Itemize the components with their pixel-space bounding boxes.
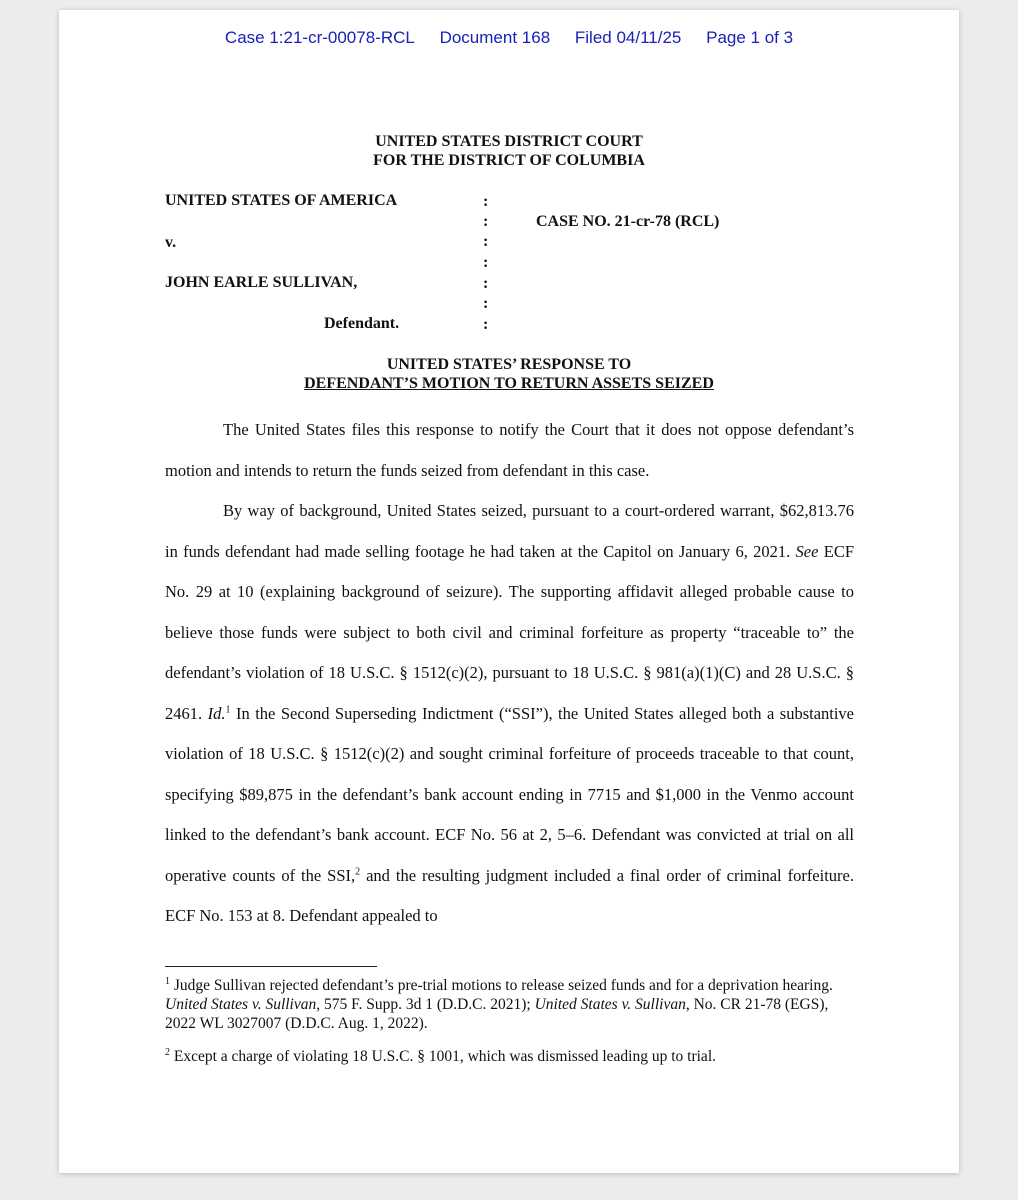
footnote-divider xyxy=(165,966,377,967)
citation-id: Id. xyxy=(207,703,226,723)
caption-defendant-role: Defendant. xyxy=(324,315,400,332)
caption-plaintiff: UNITED STATES OF AMERICA xyxy=(165,192,398,209)
caption-separator: : xyxy=(483,295,489,312)
footnote-text: , No. CR 21-78 (EGS), 2022 WL 3027007 (D.D.C. Aug. 1, 2022). xyxy=(165,996,829,1032)
court-line-2: FOR THE DISTRICT OF COLUMBIA xyxy=(373,152,645,169)
caption-separator: : xyxy=(483,233,489,250)
header-case-number: Case 1:21-cr-00078-RCL xyxy=(224,28,415,47)
caption-versus: v. xyxy=(165,234,177,251)
footnote-text: , 575 F. Supp. 3d 1 (D.D.C. 2021); xyxy=(316,996,535,1013)
caption-case-number: CASE NO. 21-cr-78 (RCL) xyxy=(536,213,720,230)
body-paragraph-2 xyxy=(165,491,854,937)
caption-separator: : xyxy=(483,213,489,230)
document-page xyxy=(59,10,959,1173)
court-name xyxy=(59,132,959,170)
document-title xyxy=(59,355,959,393)
document-body xyxy=(165,410,854,937)
footnote-text: Except a charge of violating 18 U.S.C. § 1001, which was dismissed leading up to trial. xyxy=(170,1048,716,1065)
footnote-number: 1 xyxy=(165,975,170,987)
case-citation: United States v. Sullivan xyxy=(534,996,686,1013)
ecf-header xyxy=(59,28,959,48)
footnote-ref-1: 1 xyxy=(225,704,231,715)
caption-separator: : xyxy=(483,316,489,333)
footnote-2 xyxy=(165,1047,854,1066)
body-text: By way of background, United States seized, pursuant to a court-ordered warrant, $62,813.76 in funds defendant had made selling footage he had taken at the Capitol on January 6, 2021. xyxy=(165,501,854,561)
caption-separator: : xyxy=(483,254,489,271)
caption-separator: : xyxy=(483,193,489,210)
footnote-ref-2: 2 xyxy=(355,866,361,877)
body-text: In the Second Superseding Indictment (“SSI”), the United States alleged both a substantive violation of 18 U.S.C. § 1512(c)(2) and sought criminal forfeiture of proceeds traceable to that count, specifying $89,875 in the defendant’s bank account ending in 7715 and $1,000 in the Venmo account linked to the defendant’s bank account. ECF No. 56 at 2, 5–6. Defendant was convicted at trial on all operative counts of the SSI, xyxy=(165,703,855,885)
court-line-1: UNITED STATES DISTRICT COURT xyxy=(375,133,643,150)
citation-signal-see: See xyxy=(795,541,819,561)
footnote-text: Judge Sullivan rejected defendant’s pre-trial motions to release seized funds and for a deprivation hearing. xyxy=(170,977,833,994)
title-line-2: DEFENDANT’S MOTION TO RETURN ASSETS SEIZED xyxy=(304,375,714,392)
body-text: ECF No. 29 at 10 (explaining background of seizure). The supporting affidavit alleged probable cause to believe those funds were subject to both civil and criminal forfeiture as property “traceable to” the defendant’s violation of 18 U.S.C. § 1512(c)(2), pursuant to 18 U.S.C. § 981(a)(1)(C) and 28 U.S.C. § 2461. xyxy=(165,541,855,723)
header-document-number: Document 168 xyxy=(439,28,551,47)
caption-defendant: JOHN EARLE SULLIVAN, xyxy=(165,274,358,291)
footnote-number: 2 xyxy=(165,1046,170,1058)
title-line-1: UNITED STATES’ RESPONSE TO xyxy=(386,356,632,373)
footnote-1 xyxy=(165,976,854,1033)
header-page-count: Page 1 of 3 xyxy=(706,28,794,47)
case-citation: United States v. Sullivan xyxy=(165,996,317,1013)
body-paragraph-1: The United States files this response to notify the Court that it does not oppose defendant’s motion and intends to return the funds seized from defendant in this case. xyxy=(165,420,854,480)
header-filed-date: Filed 04/11/25 xyxy=(574,28,682,47)
caption-separator: : xyxy=(483,275,489,292)
body-text: and the resulting judgment included a final order of criminal forfeiture. ECF No. 153 at 8. Defendant appealed to xyxy=(165,865,854,925)
